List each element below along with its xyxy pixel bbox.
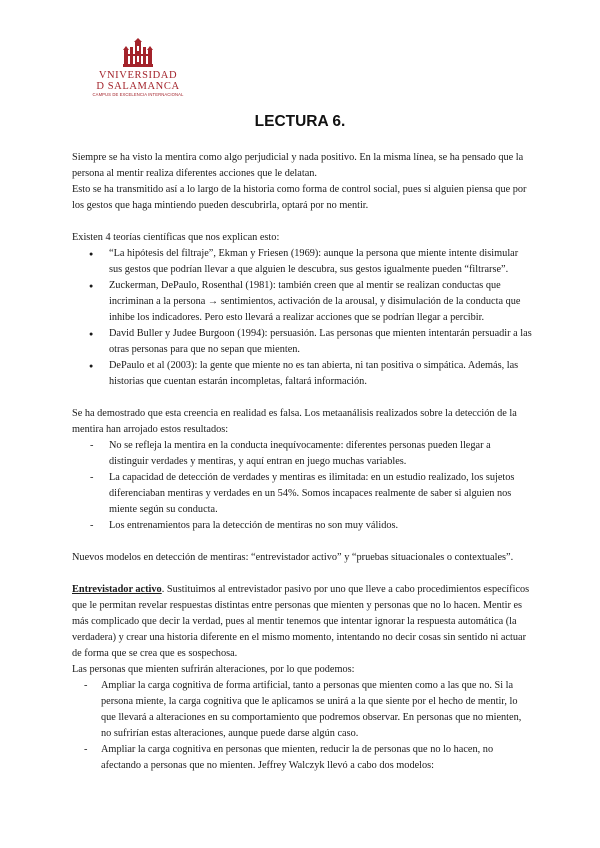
page-title: LECTURA 6. xyxy=(254,113,346,130)
theories-intro: Existen 4 teorías científicas que nos explican esto: xyxy=(72,232,280,243)
document-body xyxy=(72,150,532,774)
meta-analysis-intro: Se ha demostrado que esta creencia en realidad es falsa. Los metaanálisis realizados sobre la detección de la mentira han arrojado estos resultados: xyxy=(72,408,517,435)
alterations-intro: Las personas que mienten sufrirán alteraciones, por lo que podemos: xyxy=(72,664,355,675)
logo-text-line2: D SALAMANCA xyxy=(96,81,180,92)
meta-results-list xyxy=(72,438,532,534)
list-item: - Los entrenamientos para la detección de mentiras no son muy válidos. xyxy=(72,518,532,534)
list-item: ● Zuckerman, DePaulo, Rosenthal (1981): también creen que al mentir se realizan conductas que incriminan a la persona → sentimientos, activación de la arousal, y disimulación de la conducta que inhibe los indicadores. Pero esto llevará a realizar acciones que se podrían llegar a percibir. xyxy=(72,278,532,326)
list-item: - La capacidad de detección de verdades y mentiras es ilimitada: en un estudio realizado, los sujetos diferenciaban mentiras y verdades en un 54%. Somos incapaces realmente de saber si alguien nos miente según su conducta. xyxy=(72,470,532,518)
list-item: - No se refleja la mentira en la conducta inequívocamente: diferentes personas pueden llegar a distinguir verdades y mentiras, y aquí entran en juego muchas variables. xyxy=(72,438,532,470)
university-crest-icon xyxy=(121,38,155,68)
active-interviewer-heading: Entrevistador activo xyxy=(72,584,162,595)
intro-paragraph-1: Siempre se ha visto la mentira como algo perjudicial y nada positivo. En la misma línea, se ha pensado que la persona al mentir realiza diferentes acciones que le delatan. xyxy=(72,152,524,179)
theories-list xyxy=(72,246,532,390)
list-item: - Ampliar la carga cognitiva de forma artificial, tanto a personas que mienten como a las que no. Si la persona miente, la carga cognitiva que le aplicamos se unirá a la que siente por el hecho de mentir, lo que llevará a alteraciones en su comportamiento que podremos observar. En personas que no mienten, no sufrirían estas alteraciones, aunque puede darse algún caso. xyxy=(72,678,532,742)
list-item: ● “La hipótesis del filtraje”, Ekman y Friesen (1969): aunque la persona que miente intente disimular sus gestos que podrían llevar a que alguien le descubra, sus gestos igualmente pueden “filtrarse”. xyxy=(72,246,532,278)
new-models-paragraph: Nuevos modelos en detección de mentiras: “entrevistador activo” y “pruebas situacionales o contextuales”. xyxy=(72,552,514,563)
list-item: ● DePaulo et al (2003): la gente que miente no es tan abierta, ni tan positiva o simpática. Además, las historias que cuentan estarán incompletas, faltará información. xyxy=(72,358,532,390)
alterations-list xyxy=(72,678,532,774)
university-logo xyxy=(88,38,188,98)
list-item: ● David Buller y Judee Burgoon (1994): persuasión. Las personas que mienten intentarán persuadir a las otras personas para que no sepan que mienten. xyxy=(72,326,532,358)
active-interviewer-text: . Sustituimos al entrevistador pasivo por uno que lleve a cabo procedimientos específicos que le permitan revelar respuestas distintas entre personas que mienten y personas que no lo hacen. Mentir es más complicado que decir la verdad, pues al mentir tenemos que intentar ignorar la respuesta automática (la verdadera) y crear una historia diferente en el mismo momento, intentando no decir cosas sin sentido ni actuar de forma que se crea que es sospechosa. xyxy=(72,584,530,659)
active-interviewer-paragraph xyxy=(72,582,532,662)
logo-text-line1: VNIVERSIDAD xyxy=(98,70,178,81)
list-item: - Ampliar la carga cognitiva en personas que mienten, reducir la de personas que no lo hacen, no afectando a personas que no mienten. Jeffrey Walczyk llevó a cabo dos modelos: xyxy=(72,742,532,774)
intro-paragraph-2: Esto se ha transmitido así a lo largo de la historia como forma de control social, pues si alguien piensa que por los gestos que haga mintiendo pueden descubrirla, optará por no mentir. xyxy=(72,184,527,211)
logo-subtitle: CAMPUS DE EXCELENCIA INTERNACIONAL xyxy=(92,92,184,97)
